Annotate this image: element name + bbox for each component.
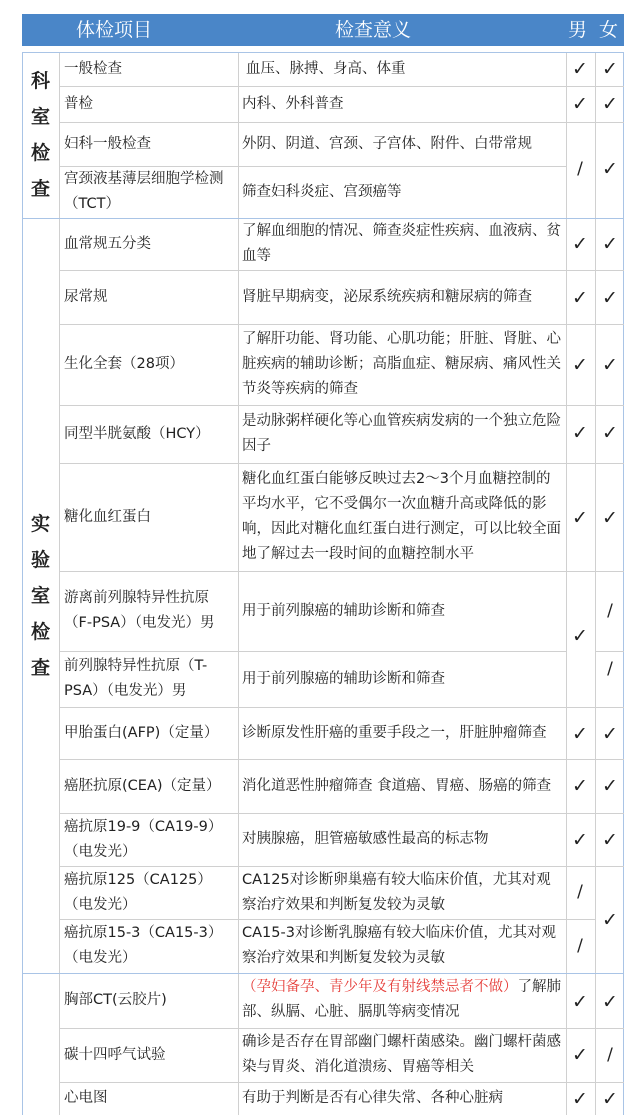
check-icon: ✓ xyxy=(572,625,588,647)
check-icon: ✓ xyxy=(602,829,618,851)
row-meaning: 外阴、阴道、宫颈、子宫体、附件、白带常规 xyxy=(242,135,532,152)
row-item: 癌胚抗原(CEA)（定量） xyxy=(64,777,221,794)
row-meaning: 是动脉粥样硬化等心血管疾病发病的一个独立危险因子 xyxy=(242,413,561,454)
row-item: 前列腺特异性抗原（T-PSA）（电发光）男 xyxy=(64,658,208,699)
header-female: 女 xyxy=(599,19,619,41)
check-icon: ✓ xyxy=(572,723,588,745)
restriction-note: （孕妇备孕、青少年及有射线禁忌者不做） xyxy=(242,979,518,995)
check-icon: ✓ xyxy=(602,422,618,444)
check-icon: ✓ xyxy=(602,58,618,80)
check-icon: ✓ xyxy=(572,93,588,115)
header-meaning: 检查意义 xyxy=(335,19,412,41)
header-male: 男 xyxy=(568,19,588,41)
check-icon: ✓ xyxy=(572,1044,588,1066)
category-dept xyxy=(22,52,59,218)
row-meaning: 用于前列腺癌的辅助诊断和筛查 xyxy=(242,670,445,687)
row-item: 宫颈液基薄层细胞学检测（TCT） xyxy=(64,171,224,212)
row-item: 糖化血红蛋白 xyxy=(64,508,151,525)
row-meaning: 消化道恶性肿瘤筛查 食道癌、胃癌、肠癌的筛查 xyxy=(242,777,552,794)
header-item: 体检项目 xyxy=(76,19,153,41)
row-meaning: CA15-3对诊断乳腺癌有较大临床价值，尤其对观察治疗效果和判断复发较为灵敏 xyxy=(242,925,556,966)
check-icon: ✓ xyxy=(602,991,618,1013)
slash-icon: / xyxy=(607,659,613,679)
slash-icon: / xyxy=(577,882,583,902)
row-item: 心电图 xyxy=(64,1090,108,1106)
row-meaning: 用于前列腺癌的辅助诊断和筛查 xyxy=(242,602,445,619)
check-icon: ✓ xyxy=(602,354,618,376)
row-item: 普检 xyxy=(64,95,93,112)
slash-icon: / xyxy=(577,936,583,956)
check-icon: ✓ xyxy=(572,991,588,1013)
row-meaning: CA125对诊断卵巢癌有较大临床价值，尤其对观察治疗效果和判断复发较为灵敏 xyxy=(242,871,551,913)
slash-icon: / xyxy=(607,1045,613,1065)
check-icon: ✓ xyxy=(572,1088,588,1110)
row-item: 胸部CT(云胶片) xyxy=(64,992,167,1008)
slash-icon: / xyxy=(577,159,583,179)
row-meaning: 对胰腺癌，胆管癌敏感性最高的标志物 xyxy=(242,831,489,847)
check-icon: ✓ xyxy=(572,58,588,80)
col-divider xyxy=(595,52,596,1115)
check-icon: ✓ xyxy=(602,507,618,529)
check-icon: ✓ xyxy=(602,158,618,180)
row-divider xyxy=(595,651,624,652)
row-item: 甲胎蛋白(AFP)（定量） xyxy=(64,724,219,741)
row-item: 妇科一般检查 xyxy=(64,135,151,152)
check-icon: ✓ xyxy=(572,354,588,376)
category-lab xyxy=(22,218,59,973)
row-meaning: 了解血细胞的情况、筛查炎症性疾病、血液病、贫血等 xyxy=(242,223,561,264)
slash-icon: / xyxy=(607,601,613,621)
check-icon: ✓ xyxy=(572,287,588,309)
row-meaning: 有助于判断是否有心律失常、各种心脏病 xyxy=(242,1090,503,1106)
check-icon: ✓ xyxy=(602,1088,618,1110)
check-icon: ✓ xyxy=(602,93,618,115)
check-icon: ✓ xyxy=(572,507,588,529)
check-icon: ✓ xyxy=(602,775,618,797)
row-meaning: 血压、脉搏、身高、体重 xyxy=(246,60,406,77)
row-meaning: 诊断原发性肝癌的重要手段之一，肝脏肿瘤筛查 xyxy=(242,724,547,741)
row-meaning: 内科、外科普查 xyxy=(242,95,344,112)
row-meaning: 确诊是否存在胃部幽门螺杆菌感染。幽门螺杆菌感染与胃炎、消化道溃疡、胃癌等相关 xyxy=(242,1034,561,1075)
check-icon: ✓ xyxy=(602,723,618,745)
check-icon: ✓ xyxy=(602,233,618,255)
check-icon: ✓ xyxy=(602,909,618,931)
check-icon: ✓ xyxy=(572,233,588,255)
row-item: 生化全套（28项） xyxy=(64,356,184,372)
row-item: 同型半胱氨酸（HCY） xyxy=(64,425,210,442)
row-meaning: 肾脏早期病变，泌尿系统疾病和糖尿病的筛查 xyxy=(242,288,532,305)
row-item: 一般检查 xyxy=(64,60,122,77)
row-item: 癌抗原125（CA125）（电发光） xyxy=(64,871,212,913)
right-border xyxy=(623,52,624,1115)
check-icon: ✓ xyxy=(572,422,588,444)
row-meaning-text: 了解肺部、纵膈、心脏、膈肌等病变情况 xyxy=(242,979,561,1020)
row-item: 游离前列腺特异性抗原（F-PSA）（电发光）男 xyxy=(64,590,215,631)
row-meaning: 糖化血红蛋白能够反映过去2～3个月血糖控制的平均水平，它不受偶尔一次血糖升高或降低的影响，因此对糖化血红蛋白进行测定，可以比较全面地了解过去一段时间的血糖控制水平 xyxy=(242,471,561,562)
row-meaning: 筛查妇科炎症、宫颈癌等 xyxy=(242,183,402,200)
row-meaning: 了解肝功能、肾功能、心肌功能；肝脏、肾脏、心脏疾病的辅助诊断；高脂血症、糖尿病、痛风性关节炎等疾病的筛查 xyxy=(242,331,561,397)
table-header xyxy=(22,14,624,46)
row-item: 癌抗原19-9（CA19-9）（电发光） xyxy=(64,818,223,860)
row-item: 碳十四呼气试验 xyxy=(64,1046,166,1063)
category-label: 科室检查 xyxy=(30,70,50,200)
check-icon: ✓ xyxy=(602,287,618,309)
category-label: 实验室检查 xyxy=(30,512,50,679)
row-item: 尿常规 xyxy=(64,288,108,305)
check-icon: ✓ xyxy=(572,829,588,851)
check-icon: ✓ xyxy=(572,775,588,797)
row-meaning xyxy=(238,973,566,1028)
row-item: 癌抗原15-3（CA15-3）（电发光） xyxy=(64,925,223,966)
row-item: 血常规五分类 xyxy=(64,235,151,252)
